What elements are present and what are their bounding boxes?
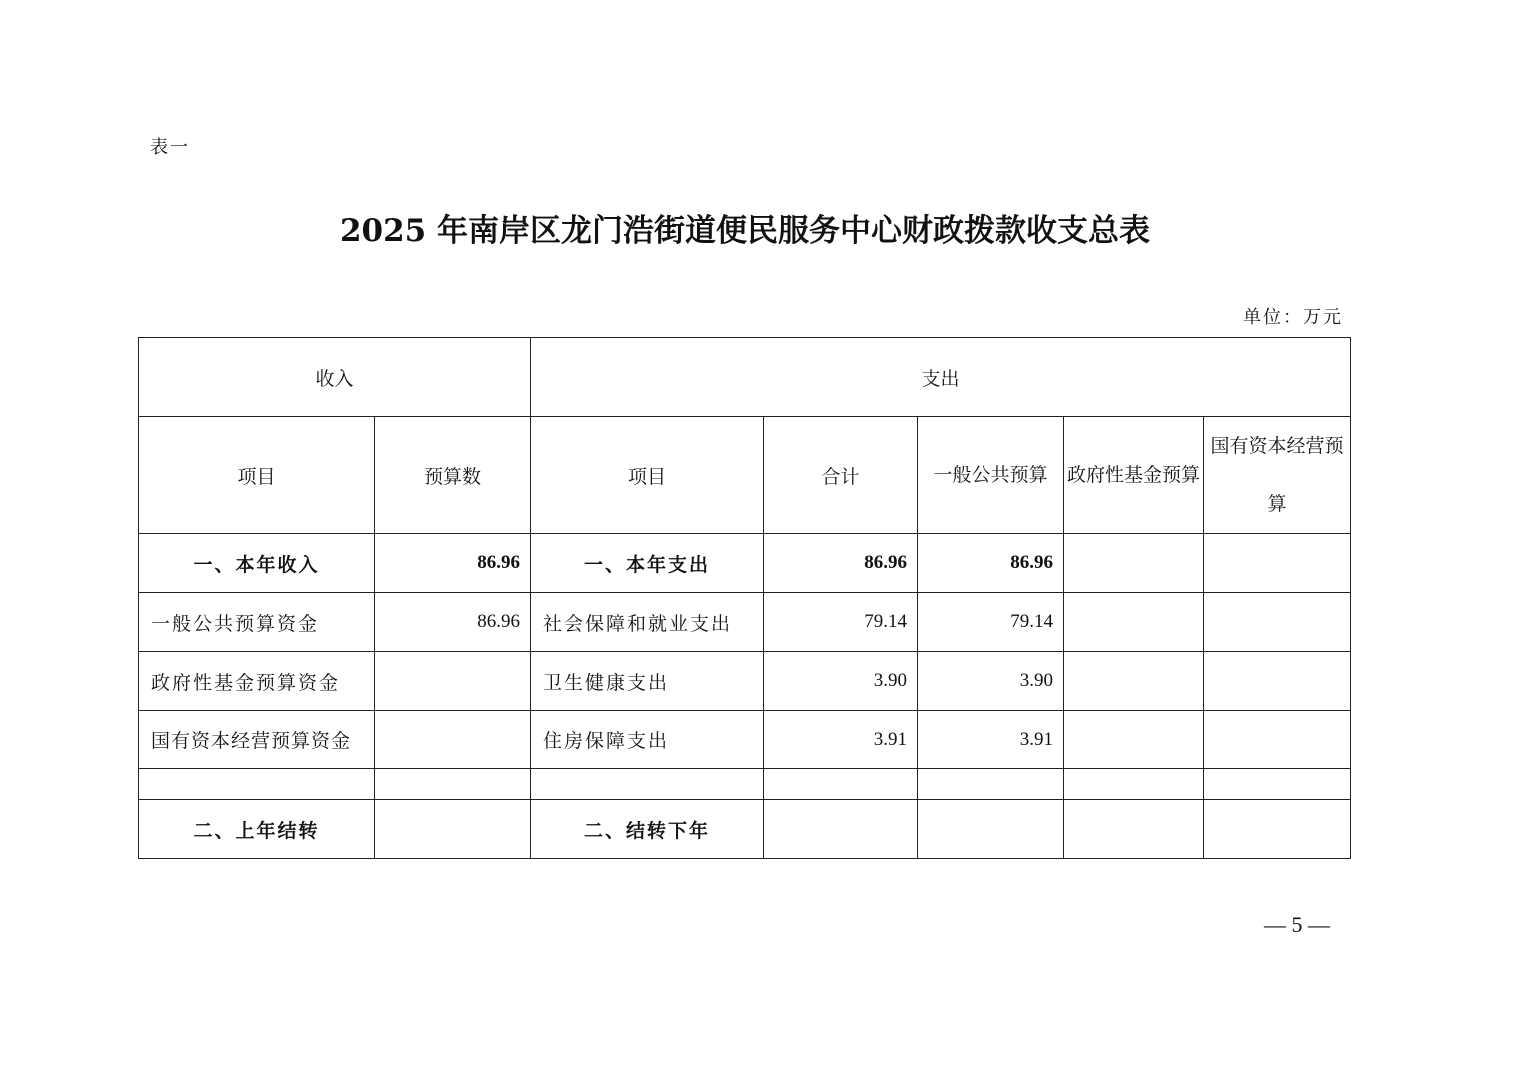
income-group-header: 收入 xyxy=(139,338,531,417)
unit-label: 单位：万元 xyxy=(1243,307,1343,328)
table-row xyxy=(139,534,1351,593)
state-capital-cell xyxy=(1204,711,1351,769)
income-item-cell xyxy=(139,769,375,800)
gov-fund-cell xyxy=(1064,711,1204,769)
total-cell xyxy=(764,800,918,859)
state-capital-cell xyxy=(1204,800,1351,859)
table-row xyxy=(139,652,1351,711)
income-budget-cell xyxy=(375,800,531,859)
expense-item-cell: 卫生健康支出 xyxy=(531,652,764,711)
total-cell xyxy=(764,769,918,800)
total-cell: 3.90 xyxy=(764,652,918,711)
general-budget-cell xyxy=(918,769,1064,800)
col-header-total: 合计 xyxy=(764,417,918,534)
expense-item-cell xyxy=(531,769,764,800)
total-cell: 3.91 xyxy=(764,711,918,769)
total-cell: 79.14 xyxy=(764,593,918,652)
state-capital-cell xyxy=(1204,593,1351,652)
expense-item-cell: 一、本年支出 xyxy=(531,534,764,593)
col-header-income-item: 项目 xyxy=(139,417,375,534)
general-budget-cell: 79.14 xyxy=(918,593,1064,652)
table-row xyxy=(139,769,1351,800)
gov-fund-cell xyxy=(1064,534,1204,593)
table-label: 表一 xyxy=(150,137,190,158)
col-header-state-capital: 国有资本经营预算 xyxy=(1204,417,1351,534)
general-budget-cell: 3.90 xyxy=(918,652,1064,711)
table-row xyxy=(139,711,1351,769)
gov-fund-cell xyxy=(1064,593,1204,652)
expense-item-cell: 住房保障支出 xyxy=(531,711,764,769)
table-row xyxy=(139,800,1351,859)
col-header-gov-fund: 政府性基金预算 xyxy=(1064,417,1204,534)
state-capital-cell xyxy=(1204,769,1351,800)
income-budget-cell: 86.96 xyxy=(375,593,531,652)
income-budget-cell xyxy=(375,769,531,800)
income-budget-cell: 86.96 xyxy=(375,534,531,593)
expense-item-cell: 社会保障和就业支出 xyxy=(531,593,764,652)
expense-item-cell: 二、结转下年 xyxy=(531,800,764,859)
income-item-cell: 一、本年收入 xyxy=(139,534,375,593)
general-budget-cell: 3.91 xyxy=(918,711,1064,769)
budget-summary-table xyxy=(138,337,1351,859)
general-budget-cell xyxy=(918,800,1064,859)
gov-fund-cell xyxy=(1064,652,1204,711)
page-number: — 5 — xyxy=(1264,912,1330,937)
income-budget-cell xyxy=(375,652,531,711)
income-item-cell: 国有资本经营预算资金 xyxy=(139,711,375,769)
general-budget-cell: 86.96 xyxy=(918,534,1064,593)
income-budget-cell xyxy=(375,711,531,769)
col-header-expense-item: 项目 xyxy=(531,417,764,534)
state-capital-cell xyxy=(1204,652,1351,711)
expense-group-header: 支出 xyxy=(531,338,1351,417)
gov-fund-cell xyxy=(1064,800,1204,859)
total-cell: 86.96 xyxy=(764,534,918,593)
income-item-cell: 一般公共预算资金 xyxy=(139,593,375,652)
table-row xyxy=(139,593,1351,652)
col-header-general-budget: 一般公共预算 xyxy=(918,417,1064,534)
document-title: 2025 年南岸区龙门浩街道便民服务中心财政拨款收支总表 xyxy=(339,213,1151,249)
col-header-income-budget: 预算数 xyxy=(375,417,531,534)
income-item-cell: 政府性基金预算资金 xyxy=(139,652,375,711)
state-capital-cell xyxy=(1204,534,1351,593)
gov-fund-cell xyxy=(1064,769,1204,800)
income-item-cell: 二、上年结转 xyxy=(139,800,375,859)
